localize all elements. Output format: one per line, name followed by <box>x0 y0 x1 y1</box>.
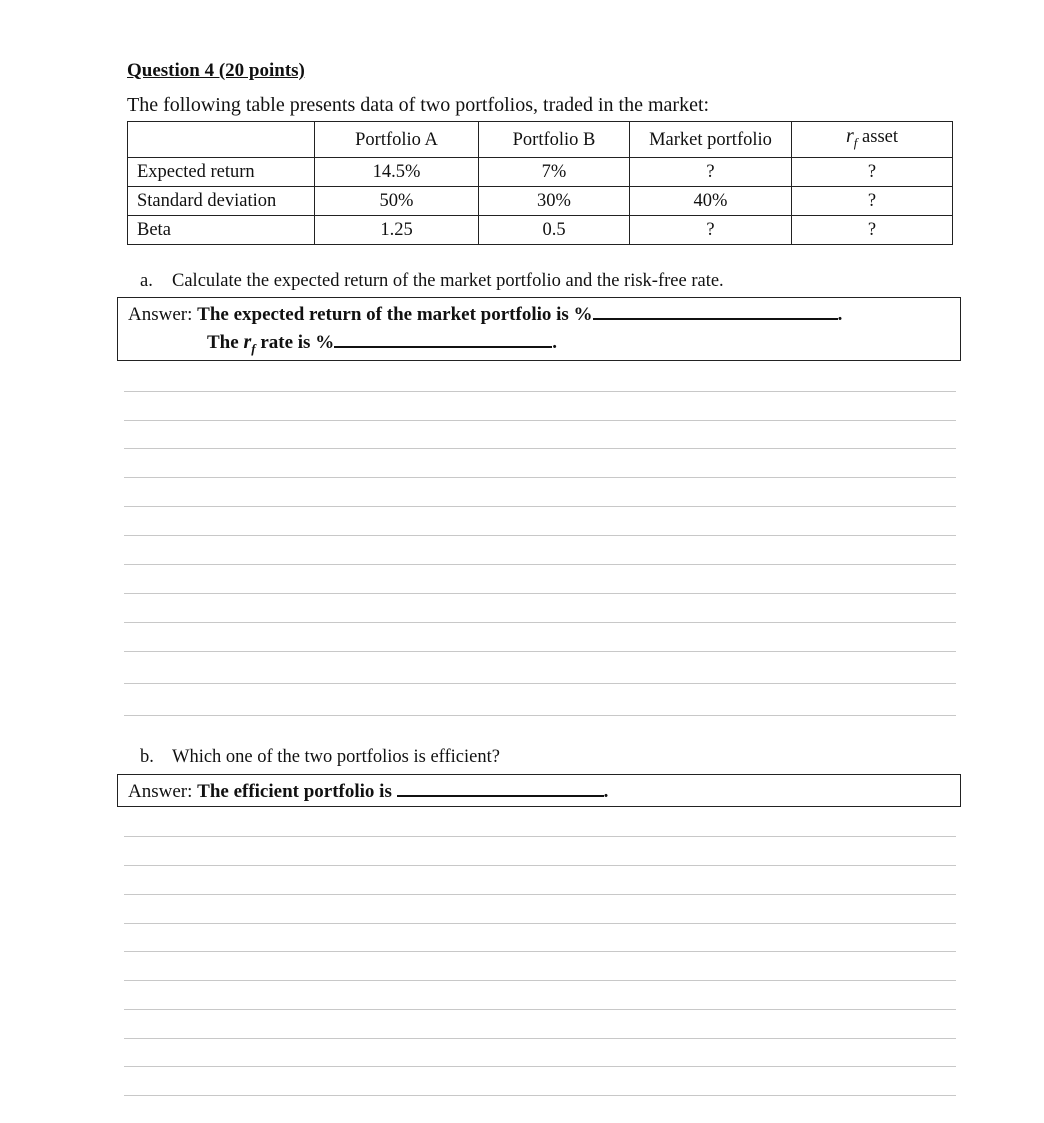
writing-line <box>124 593 956 594</box>
answer-a-label: Answer: <box>128 304 193 325</box>
writing-line <box>124 980 956 981</box>
question-a-letter: a. <box>140 271 153 291</box>
table-row <box>128 216 953 245</box>
writing-line <box>124 1066 956 1067</box>
rf-asset-label: asset <box>862 127 898 147</box>
table-header-portfolio-a: Portfolio A <box>315 122 479 158</box>
cell-market: ? <box>630 216 792 245</box>
writing-line <box>124 865 956 866</box>
writing-line <box>124 564 956 565</box>
question-b-text: Which one of the two portfolios is efficient? <box>172 747 500 767</box>
cell-portfolio-a: 1.25 <box>315 216 479 245</box>
writing-line <box>124 836 956 837</box>
market-return-blank[interactable] <box>593 302 838 320</box>
answer-b-line <box>128 779 608 803</box>
answer-a-period-1: . <box>837 304 843 325</box>
writing-line <box>124 535 956 536</box>
cell-portfolio-b: 0.5 <box>479 216 630 245</box>
writing-line <box>124 506 956 507</box>
cell-portfolio-a: 14.5% <box>315 158 479 187</box>
cell-portfolio-b: 30% <box>479 187 630 216</box>
portfolio-table <box>127 121 953 245</box>
question-a-text: Calculate the expected return of the market portfolio and the risk-free rate. <box>172 271 724 291</box>
writing-line <box>124 651 956 652</box>
cell-market: 40% <box>630 187 792 216</box>
table-header-rf-asset <box>792 122 953 158</box>
answer-a-market-text: The expected return of the market portfolio is % <box>197 304 593 325</box>
row-label: Beta <box>128 216 315 245</box>
table-row <box>128 187 953 216</box>
cell-rf: ? <box>792 187 953 216</box>
rf-symbol: $r_f$ <box>845 125 858 150</box>
table-header-row <box>128 122 953 158</box>
answer-b-period: . <box>603 781 609 802</box>
cell-rf: ? <box>792 216 953 245</box>
writing-line <box>124 1009 956 1010</box>
answer-a-rf-prefix: The <box>207 332 239 353</box>
row-label: Expected return <box>128 158 315 187</box>
question-a <box>127 271 724 292</box>
writing-line <box>124 420 956 421</box>
answer-a-period-2: . <box>552 332 557 353</box>
answer-b-label: Answer: <box>128 781 193 802</box>
cell-portfolio-a: 50% <box>315 187 479 216</box>
cell-market: ? <box>630 158 792 187</box>
writing-line <box>124 894 956 895</box>
rf-symbol-answer: $r_f$ <box>243 331 256 356</box>
writing-line <box>124 477 956 478</box>
writing-line <box>124 923 956 924</box>
table-row <box>128 158 953 187</box>
writing-line <box>124 1038 956 1039</box>
efficient-portfolio-blank[interactable] <box>397 779 604 797</box>
writing-line <box>124 391 956 392</box>
writing-line <box>124 715 956 716</box>
writing-line <box>124 448 956 449</box>
question-b <box>127 747 500 768</box>
row-label: Standard deviation <box>128 187 315 216</box>
writing-line <box>124 951 956 952</box>
writing-line <box>124 683 956 684</box>
table-header-empty <box>128 122 315 158</box>
cell-rf: ? <box>792 158 953 187</box>
question-intro: The following table presents data of two portfolios, traded in the market: <box>127 94 710 116</box>
answer-a-rf-suffix: rate is % <box>260 332 335 353</box>
answer-box-a <box>117 297 961 361</box>
table-header-portfolio-b: Portfolio B <box>479 122 630 158</box>
question-b-letter: b. <box>140 747 154 767</box>
cell-portfolio-b: 7% <box>479 158 630 187</box>
answer-a-line-1 <box>128 302 842 326</box>
answer-b-text: The efficient portfolio is <box>197 781 392 802</box>
table-header-market-portfolio: Market portfolio <box>630 122 792 158</box>
writing-line <box>124 1095 956 1096</box>
writing-line <box>124 622 956 623</box>
answer-a-line-2 <box>207 330 557 357</box>
rf-rate-blank[interactable] <box>334 330 552 348</box>
question-title: Question 4 (20 points) <box>127 60 305 81</box>
answer-box-b <box>117 774 961 807</box>
